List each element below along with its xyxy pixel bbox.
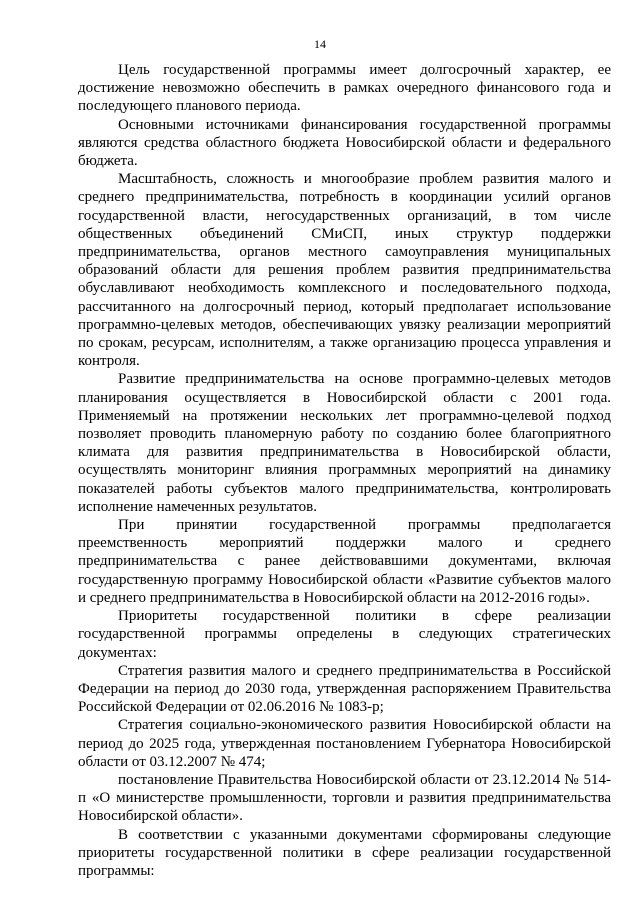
- paragraph-program-history: Развитие предпринимательства на основе программно-целевых методов планирования осуществляется в Новосибирской области с 2001 года. Применяемый на протяжении нескольких лет программно-целевой подход позволяет проводить планомерную работу по созданию более благоприятного климата для развития предпринимательства в Новосибирской области, осуществлять мониторинг влияния программных мероприятий на динамику показателей работы субъектов малого предпринимательства, контролировать исполнение намеченных результатов.: [78, 371, 611, 515]
- paragraph-program-goal: Цель государственной программы имеет долгосрочный характер, ее достижение невозможно обеспечить в рамках очередного финансового года и последующего планового периода.: [78, 62, 611, 115]
- paragraph-regional-strategy: Стратегия социально-экономического развития Новосибирской области на период до 2025 года, утвержденная постановлением Губернатора Новосибирской области от 03.12.2007 № 474;: [78, 717, 611, 770]
- document-body: [78, 61, 611, 880]
- paragraph-strategic-documents-intro: Приоритеты государственной политики в сфере реализации государственной программы определены в следующих стратегических документах:: [78, 608, 611, 661]
- paragraph-government-resolution: постановление Правительства Новосибирской области от 23.12.2014 № 514-п «О министерстве промышленности, торговли и развития предпринимательства Новосибирской области».: [78, 771, 611, 825]
- paragraph-federal-strategy: Стратегия развития малого и среднего предпринимательства в Российской Федерации на период до 2030 года, утвержденная распоряжением Правительства Российской Федерации от 02.06.2016 № 1083-р;: [78, 662, 611, 716]
- paragraph-continuity: При принятии государственной программы предполагается преемственность мероприятий поддержки малого и среднего предпринимательства с ранее действовавшими документами, включая государственную программу Новосибирской области «Развитие субъектов малого и среднего предпринимательства в Новосибирской области на 2012-2016 годы».: [78, 517, 611, 606]
- page-number: 14: [314, 37, 326, 51]
- paragraph-funding-sources: Основными источниками финансирования государственной программы являются средства областного бюджета Новосибирской области и федерального бюджета.: [78, 116, 611, 170]
- paragraph-priorities-intro: В соответствии с указанными документами сформированы следующие приоритеты государственной политики в сфере реализации государственной программы:: [78, 826, 611, 879]
- paragraph-program-approach: Масштабность, сложность и многообразие проблем развития малого и среднего предпринимательства, потребность в координации усилий органов государственной власти, негосударственных организаций, в том числе общественных объединений СМиСП, иных структур поддержки предпринимательства, органов местного самоуправления муниципальных образований области для решения проблем развития предпринимательства обуславливают необходимость комплексного и последовательного подхода, рассчитанного на долгосрочный период, который предполагает использование программно-целевых методов, обеспечивающих увязку реализации мероприятий по срокам, ресурсам, исполнителям, а также организацию процесса управления и контроля.: [78, 171, 611, 370]
